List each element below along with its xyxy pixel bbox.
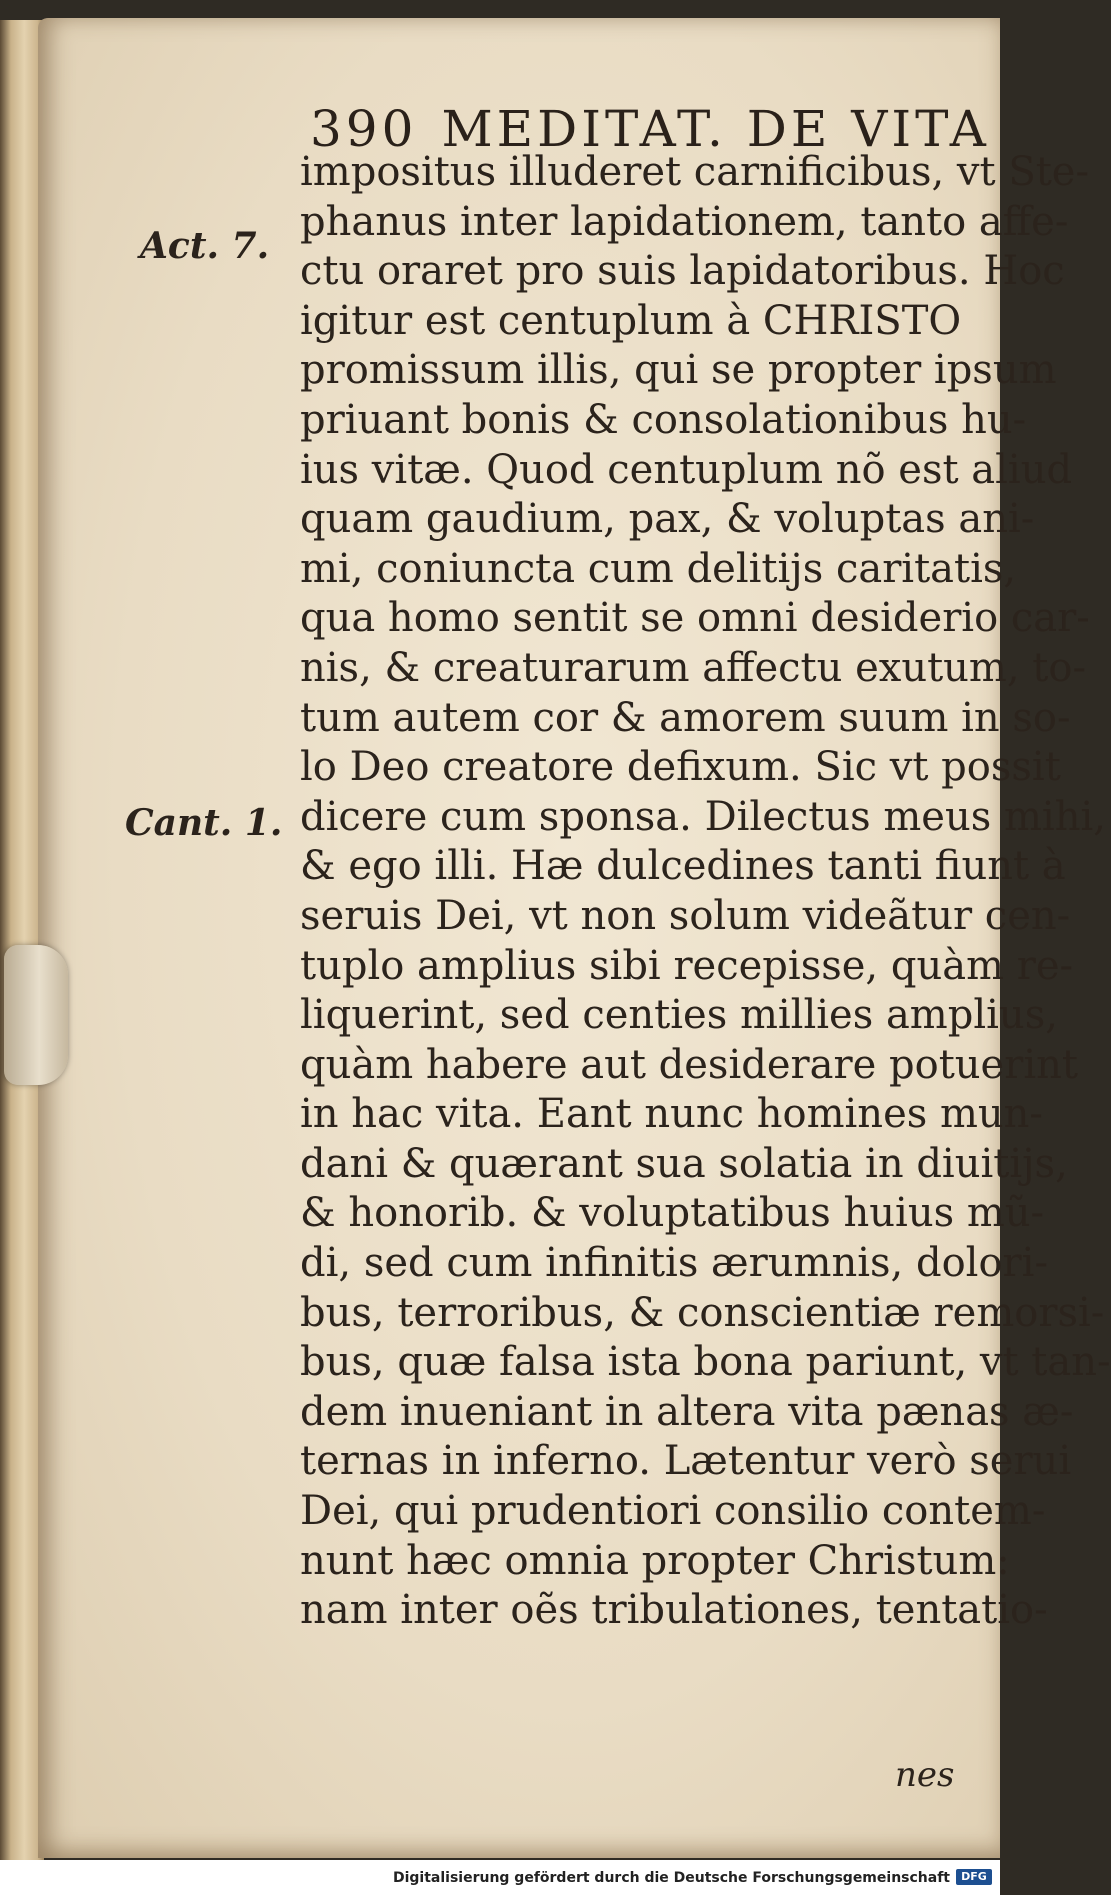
dfg-logo-icon: DFG [956,1869,992,1885]
text-line: qua homo sentit se omni desiderio car- [300,595,1090,642]
text-line: tuplo amplius sibi recepisse, quàm re- [300,942,1074,989]
text-line: Dei, qui prudentiori consilio contem- [300,1488,1046,1535]
catchword: nes [895,1755,955,1795]
text-line: promissum illis, qui se propter ipsum [300,347,1057,394]
text-line: liquerint, sed centies millies amplius, [300,992,1058,1039]
text-line: di, sed cum infinitis ærumnis, dolori- [300,1240,1048,1287]
text-line: priuant bonis & consolationibus hu- [300,396,1027,443]
text-line: bus, terroribus, & conscientiæ remorsi- [300,1289,1105,1336]
text-line: tum autem cor & amorem suum in so- [300,694,1071,741]
running-title: MEDITAT. DE VITA [441,100,990,158]
text-line: ctu oraret pro suis lapidatoribus. Hoc [300,248,1065,295]
text-line: dani & quærant sua solatia in diuitijs, [300,1140,1068,1187]
text-line: ternas in inferno. Lætentur verò serui [300,1438,1072,1485]
text-line: seruis Dei, vt non solum videãtur cen- [300,892,1071,939]
text-line: dem inueniant in altera vita pænas æ- [300,1388,1074,1435]
text-line: bus, quæ falsa ista bona pariunt, vt tan- [300,1339,1111,1386]
text-line: impositus illuderet carnificibus, vt Ste- [300,149,1089,195]
page-number: 390 [310,100,418,158]
text-line: in hac vita. Eant nunc homines mun- [300,1091,1043,1138]
text-line: mi, coniuncta cum delitijs caritatis, [300,545,1017,592]
text-line: nis, & creaturarum affectu exutum, to- [300,644,1086,691]
text-line: quàm habere aut desiderare potuerint [300,1041,1078,1088]
text-line: quam gaudium, pax, & voluptas ani- [300,496,1035,543]
margin-note-canticles: Cant. 1. [125,802,283,844]
text-line: nunt hæc omnia propter Christum: [300,1537,1010,1584]
text-line: igitur est centuplum à CHRISTO [300,297,962,344]
text-line: nam inter oẽs tribulationes, tentatio- [300,1587,1048,1634]
digitization-footer [0,1860,1000,1895]
text-line: dicere cum sponsa. Dilectus meus mihi, [300,793,1106,840]
text-line: ius vitæ. Quod centuplum nõ est aliud [300,446,1073,493]
footer-credit: Digitalisierung gefördert durch die Deutsche Forschungsgemeinschaft [392,1870,950,1886]
text-line: & ego illi. Hæ dulcedines tanti fiunt à [300,843,1066,890]
body-text [300,148,1111,1636]
text-line: phanus inter lapidationem, tanto affe- [300,198,1069,245]
text-line: lo Deo creatore defixum. Sic vt possit [300,744,1061,791]
page-clasp [4,945,68,1085]
text-line: & honorib. & voluptatibus huius mũ- [300,1190,1045,1237]
margin-note-acts: Act. 7. [140,225,270,267]
